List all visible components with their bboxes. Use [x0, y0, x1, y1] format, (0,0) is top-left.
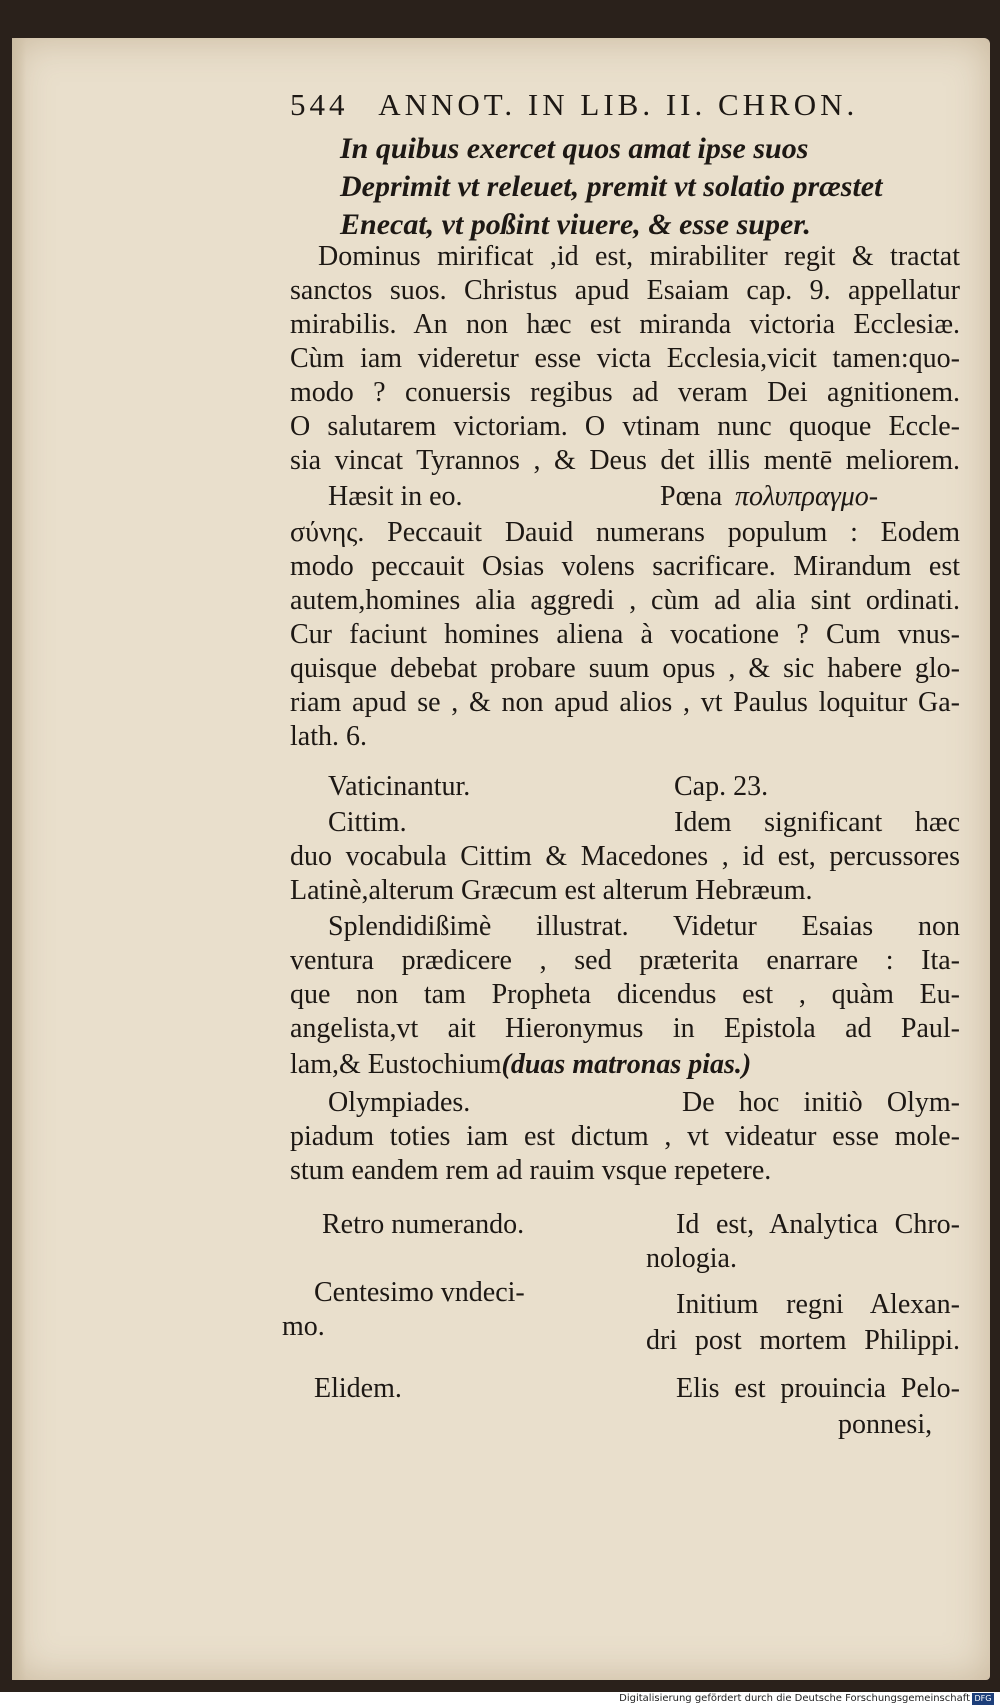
paragraph-line: Cùm iam videretur esse victa Ecclesia,vicit tamen:quo-: [290, 343, 960, 374]
paragraph-line: Latinè,alterum Græcum est alterum Hebræum.: [290, 875, 813, 906]
paragraph-line: modo peccauit Osias volens sacrificare. Mirandum est: [290, 551, 960, 582]
paragraph-line: σύνης. Peccauit Dauid numerans populum : Eodem: [290, 517, 960, 548]
page-number: 544: [290, 87, 349, 122]
paragraph-line: sia vincat Tyrannos , & Deus det illis mentē meliorem.: [290, 445, 960, 476]
entry-row: [290, 1086, 960, 1120]
verse-line: In quibus exercet quos amat ipse suos: [340, 132, 809, 165]
paragraph-line: autem,homines alia aggredi , cùm ad alia sint ordinati.: [290, 585, 960, 616]
entry-row: [290, 1408, 960, 1442]
lemma: Cittim.: [328, 807, 407, 838]
greek-term: πολυπραγμο-: [735, 481, 879, 512]
paragraph-line: lath. 6.: [290, 721, 367, 752]
paragraph-line: piadum toties iam est dictum , vt videatur esse mole-: [290, 1121, 960, 1152]
page-edge-shadow: [12, 38, 26, 1680]
paragraph-line: riam apud se , & non apud alios , vt Paulus loquitur Ga-: [290, 687, 960, 718]
gloss-line: nologia.: [646, 1243, 737, 1274]
entry-row: [290, 1208, 960, 1242]
running-header: [290, 88, 960, 122]
entry-row: [290, 770, 960, 804]
credit-text: Digitalisierung gefördert durch die Deutsche Forschungsgemeinschaft: [619, 1693, 970, 1704]
paragraph-line: que non tam Propheta dicendus est , quàm Eu-: [290, 979, 960, 1010]
paragraph-line: modo ? conuersis regibus ad veram Dei agnitionem.: [290, 377, 960, 408]
lemma-continuation: mo.: [282, 1311, 325, 1342]
verse-line: Deprimit vt releuet, premit vt solatio præstet: [340, 170, 883, 203]
dfg-logo-icon: DFG: [972, 1693, 994, 1705]
lemma: Centesimo vndeci-: [314, 1277, 525, 1308]
paragraph-line: Splendidißimè illustrat. Videtur Esaias non: [328, 911, 960, 942]
gloss-line: Id est, Analytica Chro-: [676, 1209, 960, 1240]
verse-line: Enecat, vt poßint viuere, & esse super.: [340, 208, 811, 241]
lemma: Elidem.: [314, 1373, 402, 1404]
gloss-start: Idem significant hæc: [674, 807, 960, 838]
paragraph-line: O salutarem victoriam. O vtinam nunc quoque Eccle-: [290, 411, 960, 442]
paragraph-line: sanctos suos. Christus apud Esaiam cap. 9. appellatur: [290, 275, 960, 306]
italic-gloss: (duas matronas pias.): [501, 1049, 752, 1080]
gloss-line: dri post mortem Philippi.: [646, 1325, 960, 1356]
lemma: Hæsit in eo.: [328, 481, 463, 512]
paragraph-line: mirabilis. An non hæc est miranda victoria Ecclesiæ.: [290, 309, 960, 340]
lemma: Vaticinantur.: [328, 771, 471, 802]
paragraph-line: ventura prædicere , sed præterita enarrare : Ita-: [290, 945, 960, 976]
lemma: Retro numerando.: [322, 1209, 525, 1240]
entry-row: [290, 1324, 960, 1358]
paragraph-line: Dominus mirificat ,id est, mirabiliter regit & tractat: [318, 241, 960, 272]
entry-row: [290, 480, 960, 514]
paragraph-line: Cur faciunt homines aliena à vocatione ? Cum vnus-: [290, 619, 960, 650]
chapter-ref: Cap. 23.: [674, 771, 769, 802]
paragraph-line: angelista,vt ait Hieronymus in Epistola ad Paul-: [290, 1013, 960, 1044]
digitization-credit-bar: [0, 1692, 1000, 1706]
entry-row: [290, 806, 960, 840]
paragraph-line: duo vocabula Cittim & Macedones , id est, percussores: [290, 841, 960, 872]
running-title: ANNOT. IN LIB. II. CHRON.: [378, 87, 859, 122]
gloss-line: Initium regni Alexan-: [676, 1289, 960, 1320]
gloss-line: ponnesi,: [838, 1409, 933, 1440]
paragraph-line: quisque debebat probare suum opus , & sic habere glo-: [290, 653, 960, 684]
gloss-start: Pœna: [660, 481, 723, 512]
entry-row: [290, 1372, 960, 1406]
gloss-start: De hoc initiò Olym-: [682, 1087, 960, 1118]
lemma: Olympiades.: [328, 1087, 471, 1118]
entry-row: [290, 1242, 960, 1276]
paragraph-text: lam,& Eustochium: [290, 1049, 502, 1080]
paragraph-line: [290, 1048, 960, 1082]
gloss-line: Elis est prouincia Pelo-: [676, 1373, 960, 1404]
paragraph-line: stum eandem rem ad rauim vsque repetere.: [290, 1155, 772, 1186]
